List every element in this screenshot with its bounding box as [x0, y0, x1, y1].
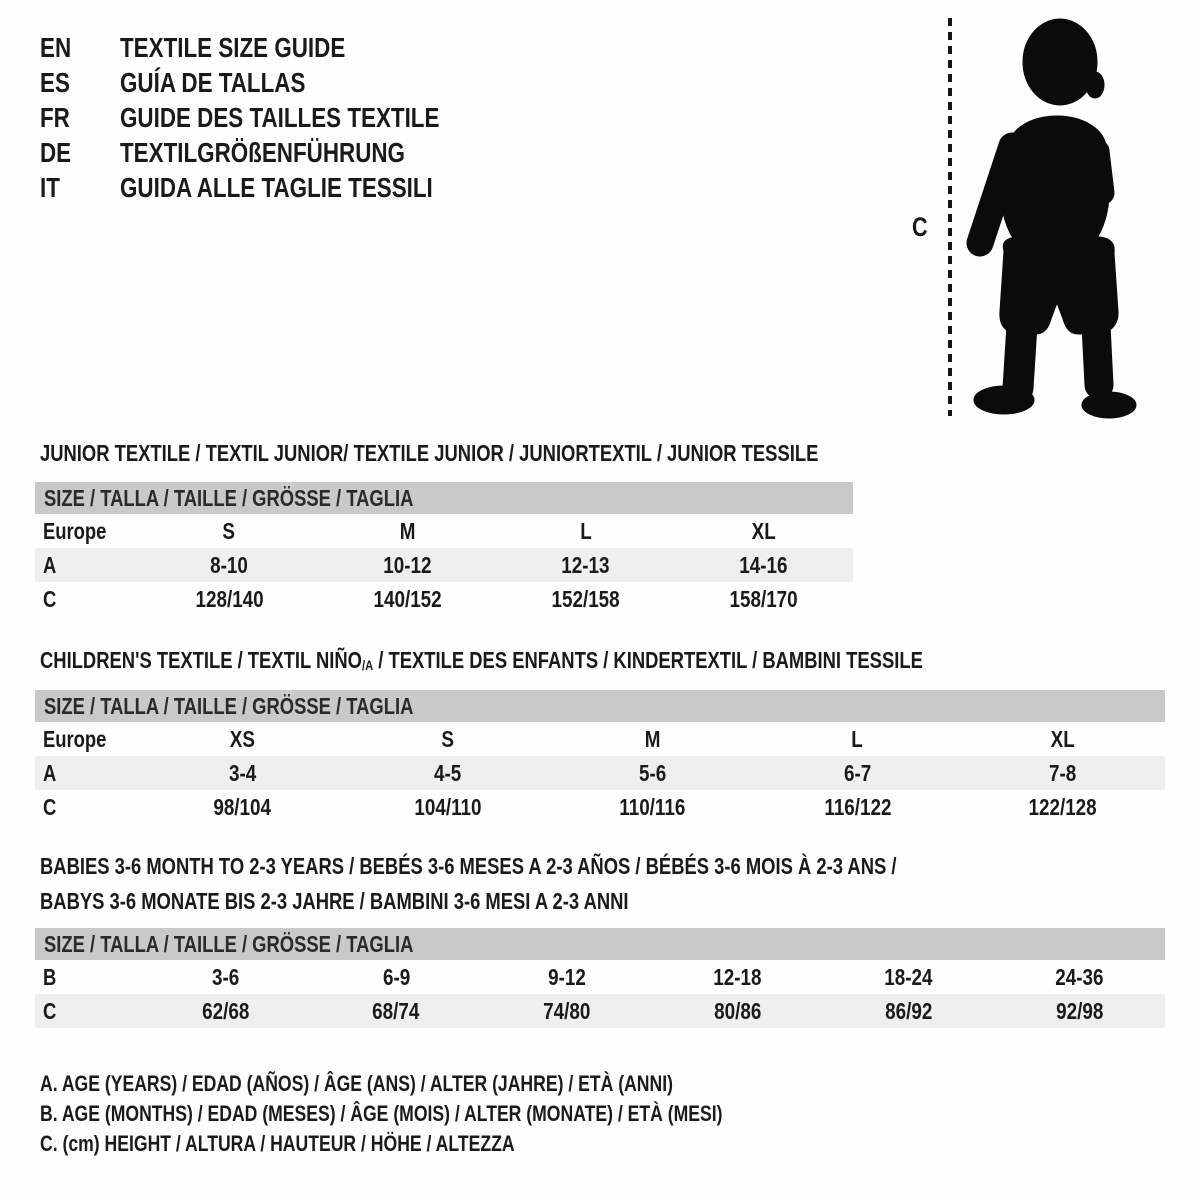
height-cell: 158/170 — [729, 585, 798, 612]
table-row-height — [35, 790, 1165, 824]
height-cell: 68/74 — [372, 997, 420, 1024]
row-label: Europe — [43, 725, 107, 752]
section-title-children: CHILDREN'S TEXTILE / TEXTIL NIÑO/A / TEXTILE DES ENFANTS / KINDERTEXTIL / BAMBINI TESSILE — [40, 647, 923, 673]
row-label: A — [43, 551, 57, 578]
height-cell: 128/140 — [195, 585, 264, 612]
height-cell: 92/98 — [1055, 997, 1104, 1024]
height-cell: 74/80 — [543, 997, 591, 1024]
height-cell: 122/128 — [1028, 793, 1097, 820]
legend-line-a: A. AGE (YEARS) / EDAD (AÑOS) / ÂGE (ANS) / ALTER (JAHRE) / ETÀ (ANNI) — [40, 1071, 673, 1096]
language-code: FR — [40, 102, 70, 133]
height-cell: 140/152 — [373, 585, 442, 612]
row-label: A — [43, 759, 57, 786]
table-row-age — [35, 756, 1165, 790]
age-cell: 6-9 — [382, 963, 410, 990]
legend — [40, 1069, 893, 1159]
language-row-en — [40, 30, 519, 65]
height-cell: 152/158 — [551, 585, 620, 612]
size-cell: S — [441, 725, 454, 752]
language-row-de — [40, 135, 519, 170]
table-row-months — [35, 960, 1165, 994]
table-header-bar: SIZE / TALLA / TAILLE / GRÖSSE / TAGLIA — [35, 482, 853, 514]
age-cell: 5-6 — [638, 759, 667, 786]
language-title-list — [40, 30, 519, 205]
age-cell: 3-6 — [211, 963, 240, 990]
size-table-babies — [35, 928, 1165, 1028]
size-cell: M — [644, 725, 661, 752]
size-cell: XS — [229, 725, 256, 752]
title-subscript: /A — [361, 657, 374, 673]
row-label: C — [43, 793, 57, 820]
age-cell: 4-5 — [433, 759, 462, 786]
size-cell: L — [851, 725, 864, 752]
age-cell: 10-12 — [383, 551, 432, 578]
language-code: ES — [40, 67, 70, 98]
height-measure-line — [948, 18, 952, 416]
size-cell: XL — [751, 517, 776, 544]
size-cell: M — [399, 517, 416, 544]
height-cell: 116/122 — [823, 793, 892, 820]
size-cell: L — [579, 517, 592, 544]
height-cell: 62/68 — [201, 997, 250, 1024]
table-row-europe — [35, 514, 853, 548]
age-cell: 3-4 — [228, 759, 257, 786]
language-code: IT — [40, 172, 60, 203]
age-cell: 7-8 — [1048, 759, 1077, 786]
language-row-it — [40, 170, 519, 205]
row-label: C — [43, 585, 57, 612]
age-cell: 24-36 — [1055, 963, 1104, 990]
measure-label-c: C — [912, 212, 928, 242]
height-cell: 98/104 — [213, 793, 272, 820]
height-cell: 104/110 — [413, 793, 482, 820]
baby-silhouette-icon — [958, 13, 1143, 423]
language-label: GUIDA ALLE TAGLIE TESSILI — [120, 172, 433, 203]
table-header-bar: SIZE / TALLA / TAILLE / GRÖSSE / TAGLIA — [35, 928, 1165, 960]
row-label: Europe — [43, 517, 107, 544]
table-row-europe — [35, 722, 1165, 756]
size-cell: S — [222, 517, 236, 544]
size-table-junior — [35, 482, 853, 616]
language-label: GUÍA DE TALLAS — [120, 67, 306, 98]
table-header-bar: SIZE / TALLA / TAILLE / GRÖSSE / TAGLIA — [35, 690, 1165, 722]
language-code: DE — [40, 137, 72, 168]
size-table-children — [35, 690, 1165, 824]
language-label: TEXTILGRÖßENFÜHRUNG — [120, 137, 405, 168]
table-row-height — [35, 994, 1165, 1028]
height-cell: 110/116 — [619, 793, 686, 820]
language-label: TEXTILE SIZE GUIDE — [120, 32, 346, 63]
row-label: C — [43, 997, 57, 1024]
age-cell: 6-7 — [843, 759, 872, 786]
language-row-fr — [40, 100, 519, 135]
height-cell: 86/92 — [885, 997, 933, 1024]
age-cell: 18-24 — [884, 963, 933, 990]
age-cell: 12-13 — [561, 551, 610, 578]
legend-line-c: C. (cm) HEIGHT / ALTURA / HAUTEUR / HÖHE / ALTEZZA — [40, 1131, 515, 1156]
section-title-junior: JUNIOR TEXTILE / TEXTIL JUNIOR/ TEXTILE JUNIOR / JUNIORTEXTIL / JUNIOR TESSILE — [40, 440, 819, 466]
table-row-height — [35, 582, 853, 616]
height-cell: 80/86 — [714, 997, 762, 1024]
language-label: GUIDE DES TAILLES TEXTILE — [120, 102, 440, 133]
age-cell: 12-18 — [713, 963, 763, 990]
section-title-babies: BABIES 3-6 MONTH TO 2-3 YEARS / BEBÉS 3-6 MESES A 2-3 AÑOS / BÉBÉS 3-6 MOIS À 2-3 ANS / BABYS 3-6 MONATE BIS 2-3 JAHRE / BAMBINI 3-6 MESI A 2-3 ANNI — [40, 853, 897, 914]
age-cell: 14-16 — [739, 551, 788, 578]
age-cell: 9-12 — [548, 963, 586, 990]
language-row-es — [40, 65, 519, 100]
age-cell: 8-10 — [210, 551, 248, 578]
row-label: B — [43, 963, 57, 990]
legend-line-b: B. AGE (MONTHS) / EDAD (MESES) / ÂGE (MOIS) / ALTER (MONATE) / ETÀ (MESI) — [40, 1101, 723, 1126]
table-row-age — [35, 548, 853, 582]
language-code: EN — [40, 32, 72, 63]
size-cell: XL — [1050, 725, 1075, 752]
